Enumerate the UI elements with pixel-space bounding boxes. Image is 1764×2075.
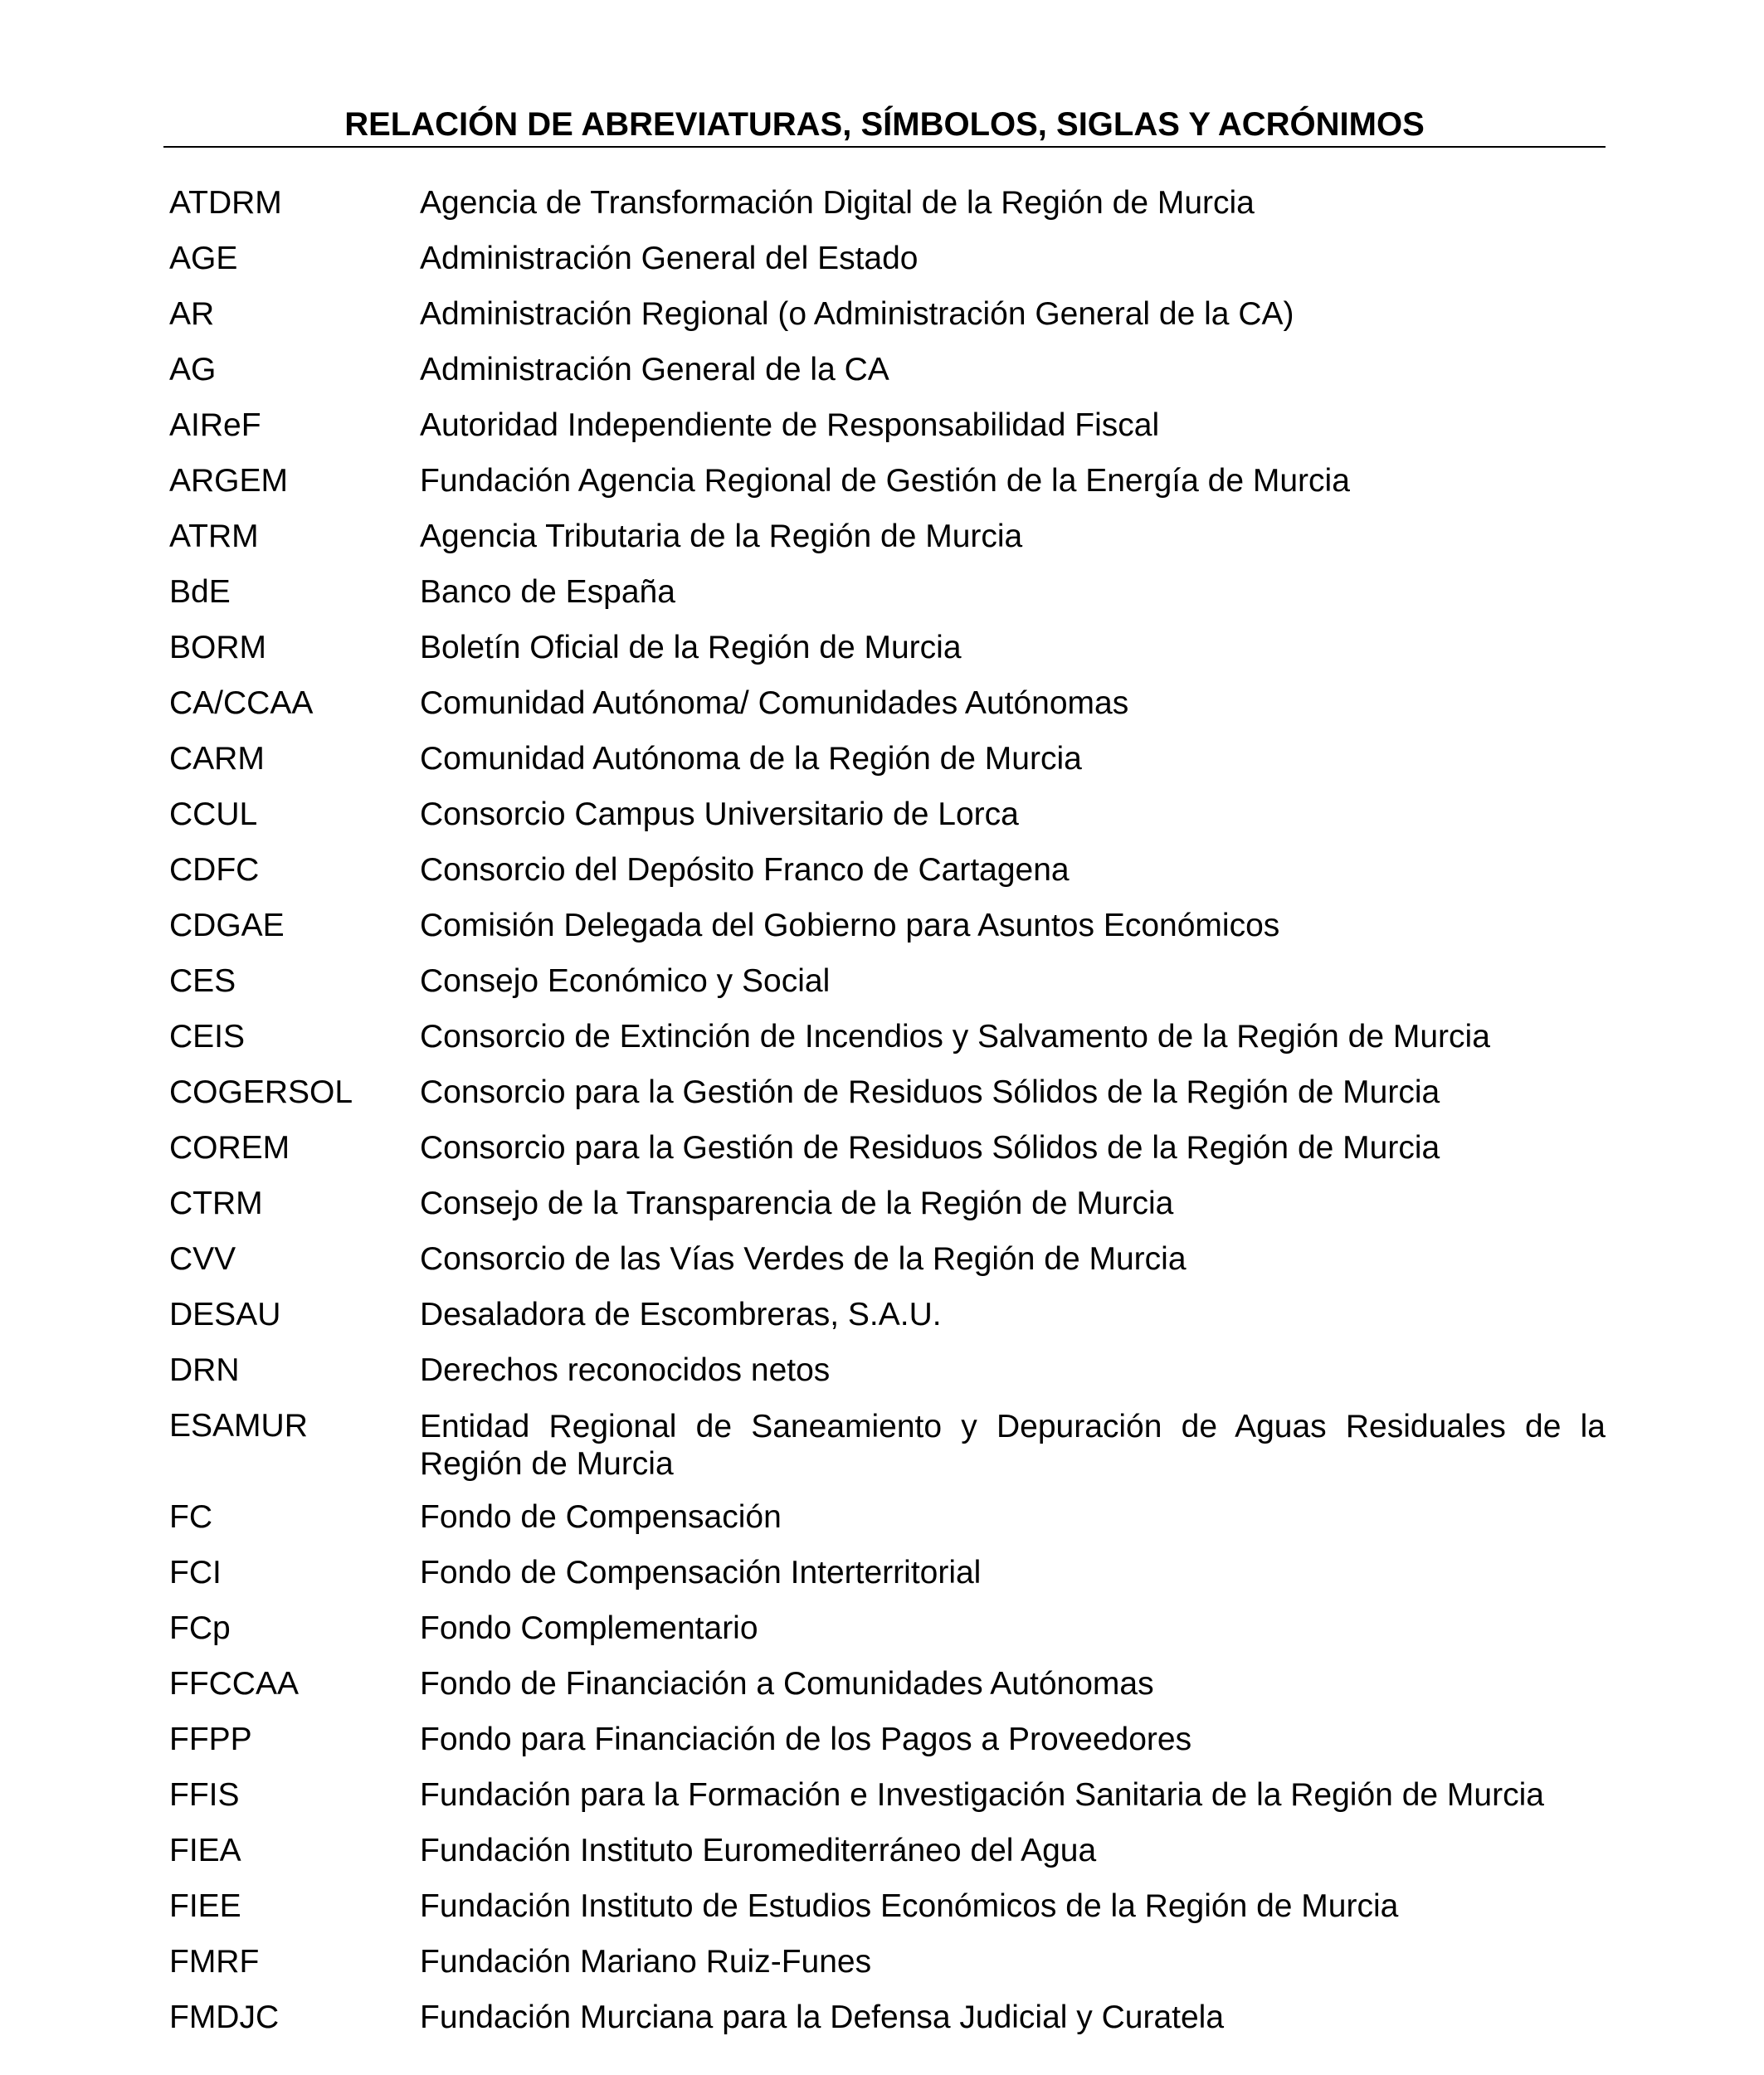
definition: Agencia Tributaria de la Región de Murcia xyxy=(420,519,1023,554)
abbreviation: CCUL xyxy=(169,796,258,832)
list-item xyxy=(169,1830,1606,1872)
list-item xyxy=(169,405,1606,446)
definition: Desaladora de Escombreras, S.A.U. xyxy=(420,1297,942,1332)
abbreviation: FCI xyxy=(169,1555,222,1590)
definition: Fondo de Compensación Interterritorial xyxy=(420,1555,982,1590)
list-item xyxy=(169,850,1606,891)
definition: Fundación Instituto de Estudios Económicos de la Región de Murcia xyxy=(420,1888,1399,1924)
list-item xyxy=(169,905,1606,947)
definition: Boletín Oficial de la Región de Murcia xyxy=(420,630,962,665)
list-item xyxy=(169,1405,1606,1483)
list-item xyxy=(169,1608,1606,1649)
abbreviation: AR xyxy=(169,296,215,332)
definition: Agencia de Transformación Digital de la Región de Murcia xyxy=(420,185,1255,221)
definition: Fondo Complementario xyxy=(420,1610,758,1646)
abbreviation: BdE xyxy=(169,574,231,610)
abbreviation: COREM xyxy=(169,1130,290,1166)
definition: Comunidad Autónoma/ Comunidades Autónomas xyxy=(420,685,1129,721)
title-underline xyxy=(163,146,1606,148)
abbreviation: FFCCAA xyxy=(169,1666,299,1702)
definition: Consorcio Campus Universitario de Lorca xyxy=(420,796,1019,832)
abbreviation: CVV xyxy=(169,1241,236,1277)
definition: Fundación Mariano Ruiz-Funes xyxy=(420,1944,872,1980)
definition: Consorcio para la Gestión de Residuos Sólidos de la Región de Murcia xyxy=(420,1130,1440,1166)
list-item xyxy=(169,1350,1606,1391)
list-item xyxy=(169,183,1606,224)
definition: Entidad Regional de Saneamiento y Depuración de Aguas Residuales de la Región de Murcia xyxy=(420,1409,1606,1482)
list-item xyxy=(169,1552,1606,1594)
abbreviation: COGERSOL xyxy=(169,1074,353,1110)
abbreviation: CTRM xyxy=(169,1186,263,1221)
abbreviation: AG xyxy=(169,352,217,387)
list-item xyxy=(169,572,1606,613)
definition: Fundación Instituto Euromediterráneo del Agua xyxy=(420,1833,1097,1868)
abbreviation: ESAMUR xyxy=(169,1408,308,1444)
abbreviation: FFIS xyxy=(169,1777,240,1813)
list-item xyxy=(169,627,1606,669)
definition: Administración General de la CA xyxy=(420,352,889,387)
definition: Banco de España xyxy=(420,574,675,610)
abbreviation: DRN xyxy=(169,1352,240,1388)
abbreviation: DESAU xyxy=(169,1297,281,1332)
abbreviation: FFPP xyxy=(169,1722,252,1757)
abbreviation: AIReF xyxy=(169,407,261,443)
definition: Autoridad Independiente de Responsabilidad Fiscal xyxy=(420,407,1160,443)
abbreviation: CEIS xyxy=(169,1019,246,1055)
definition: Fundación Murciana para la Defensa Judicial y Curatela xyxy=(420,2000,1225,2035)
definition: Derechos reconocidos netos xyxy=(420,1352,831,1388)
list-item xyxy=(169,1497,1606,1538)
list-item xyxy=(169,794,1606,835)
abbreviation: FIEE xyxy=(169,1888,241,1924)
abbreviation: ATRM xyxy=(169,519,259,554)
definition: Administración General del Estado xyxy=(420,241,919,276)
abbreviation: CDFC xyxy=(169,852,260,888)
list-item xyxy=(169,1886,1606,1927)
abbreviation: CA/CCAA xyxy=(169,685,314,721)
list-item xyxy=(169,1072,1606,1113)
abbreviation-list xyxy=(169,183,1606,2053)
definition: Consorcio para la Gestión de Residuos Sólidos de la Región de Murcia xyxy=(420,1074,1440,1110)
abbreviation: FCp xyxy=(169,1610,231,1646)
abbreviation: ATDRM xyxy=(169,185,282,221)
list-item xyxy=(169,1719,1606,1761)
abbreviation: CES xyxy=(169,963,236,999)
list-item xyxy=(169,1128,1606,1169)
definition: Administración Regional (o Administración General de la CA) xyxy=(420,296,1294,332)
definition: Consejo de la Transparencia de la Región de Murcia xyxy=(420,1186,1174,1221)
definition: Consorcio de Extinción de Incendios y Salvamento de la Región de Murcia xyxy=(420,1019,1490,1055)
abbreviation: BORM xyxy=(169,630,266,665)
abbreviation: CARM xyxy=(169,741,265,777)
list-item xyxy=(169,349,1606,391)
definition: Consorcio del Depósito Franco de Cartagena xyxy=(420,852,1070,888)
abbreviation: FMDJC xyxy=(169,2000,280,2035)
list-item xyxy=(169,1239,1606,1280)
list-item xyxy=(169,238,1606,280)
definition: Comunidad Autónoma de la Región de Murcia xyxy=(420,741,1082,777)
definition: Fondo de Compensación xyxy=(420,1499,782,1535)
abbreviation: ARGEM xyxy=(169,463,289,499)
list-item xyxy=(169,1294,1606,1336)
abbreviation: FIEA xyxy=(169,1833,241,1868)
list-item xyxy=(169,516,1606,558)
list-item xyxy=(169,1775,1606,1816)
list-item xyxy=(169,1941,1606,1983)
abbreviation: AGE xyxy=(169,241,238,276)
list-item xyxy=(169,460,1606,502)
abbreviation: FMRF xyxy=(169,1944,260,1980)
list-item xyxy=(169,683,1606,724)
definition: Comisión Delegada del Gobierno para Asuntos Económicos xyxy=(420,908,1280,943)
list-item xyxy=(169,1997,1606,2038)
definition: Fundación Agencia Regional de Gestión de la Energía de Murcia xyxy=(420,463,1350,499)
definition: Fundación para la Formación e Investigación Sanitaria de la Región de Murcia xyxy=(420,1777,1544,1813)
abbreviation: FC xyxy=(169,1499,212,1535)
list-item xyxy=(169,738,1606,780)
definition: Consorcio de las Vías Verdes de la Región de Murcia xyxy=(420,1241,1187,1277)
list-item xyxy=(169,961,1606,1002)
page-title: RELACIÓN DE ABREVIATURAS, SÍMBOLOS, SIGLAS Y ACRÓNIMOS xyxy=(344,106,1425,143)
list-item xyxy=(169,1016,1606,1058)
list-item xyxy=(169,1183,1606,1225)
list-item xyxy=(169,294,1606,335)
definition: Consejo Económico y Social xyxy=(420,963,831,999)
list-item xyxy=(169,1663,1606,1705)
abbreviation: CDGAE xyxy=(169,908,285,943)
definition: Fondo para Financiación de los Pagos a Proveedores xyxy=(420,1722,1192,1757)
definition: Fondo de Financiación a Comunidades Autónomas xyxy=(420,1666,1154,1702)
